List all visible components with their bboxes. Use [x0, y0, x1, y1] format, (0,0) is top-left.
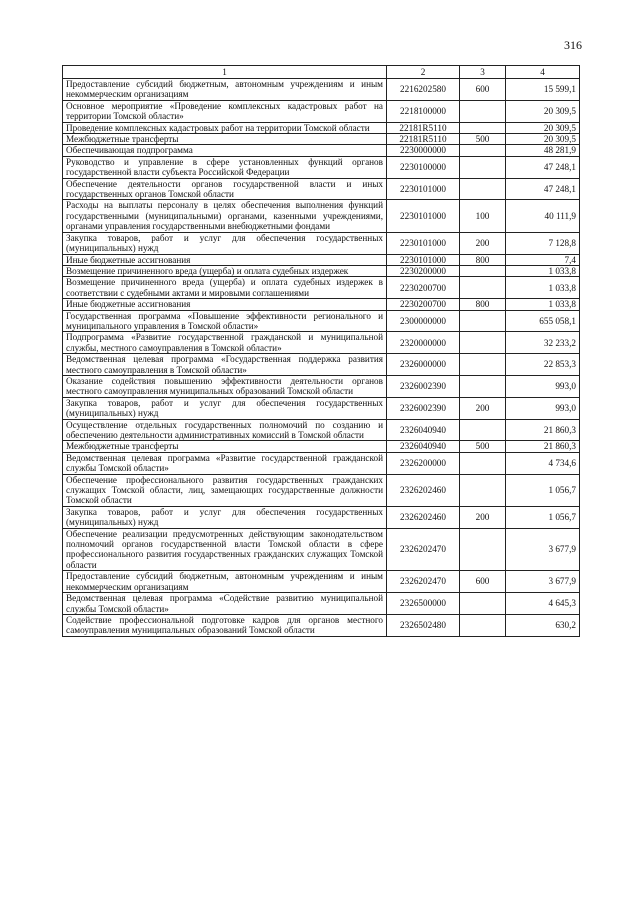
- table-row: [63, 452, 580, 474]
- row-name: Возмещение причиненного вреда (ущерба) и оплата судебных издержек в соответствии с судебными актами и мировыми соглашениями: [63, 277, 387, 299]
- row-amount: 1 056,7: [506, 474, 580, 506]
- row-expense-type: [460, 122, 506, 133]
- row-code: 2320000000: [387, 332, 460, 354]
- table-row: [63, 79, 580, 101]
- row-amount: 7,4: [506, 254, 580, 265]
- table-row: [63, 232, 580, 254]
- row-code: 2218100000: [387, 100, 460, 122]
- row-code: 2326040940: [387, 441, 460, 452]
- row-code: 2326502480: [387, 614, 460, 636]
- row-expense-type: 100: [460, 200, 506, 232]
- row-expense-type: 800: [460, 299, 506, 310]
- row-name: Подпрограмма «Развитие государственной гражданской и муниципальной службы, местного самоуправления в Томской области»: [63, 332, 387, 354]
- row-code: 2216202580: [387, 79, 460, 101]
- row-expense-type: 600: [460, 79, 506, 101]
- table-row: [63, 571, 580, 593]
- row-amount: 47 248,1: [506, 178, 580, 200]
- table-row: [63, 397, 580, 419]
- table-row: [63, 310, 580, 332]
- table-row: [63, 299, 580, 310]
- row-name: Содействие профессиональной подготовке кадров для органов местного самоуправления муниципальных образований Томской области: [63, 614, 387, 636]
- row-expense-type: [460, 178, 506, 200]
- row-name: Межбюджетные трансферты: [63, 134, 387, 145]
- row-amount: 20 309,5: [506, 100, 580, 122]
- header-col-4: 4: [506, 66, 580, 79]
- table-row: [63, 506, 580, 528]
- row-expense-type: [460, 332, 506, 354]
- row-expense-type: [460, 354, 506, 376]
- header-row: [63, 66, 580, 79]
- row-name: Руководство и управление в сфере установленных функций органов государственной власти субъекта Российской Федерации: [63, 156, 387, 178]
- table-row: [63, 332, 580, 354]
- row-amount: 15 599,1: [506, 79, 580, 101]
- row-name: Осуществление отдельных государственных полномочий по созданию и обеспечению деятельности административных комиссий в Томской области: [63, 419, 387, 441]
- row-code: 2230101000: [387, 232, 460, 254]
- table-row: [63, 156, 580, 178]
- row-code: 2326500000: [387, 593, 460, 615]
- row-code: 2230101000: [387, 200, 460, 232]
- row-amount: 21 860,3: [506, 419, 580, 441]
- row-amount: 21 860,3: [506, 441, 580, 452]
- row-name: Основное мероприятие «Проведение комплексных кадастровых работ на территории Томской области»: [63, 100, 387, 122]
- table-row: [63, 122, 580, 133]
- table-row: [63, 354, 580, 376]
- row-code: 22181R5110: [387, 134, 460, 145]
- row-name: Обеспечение реализации предусмотренных действующим законодательством полномочий органов государственной власти Томской области в сфере профессионального развития государственных гражданских служащих Томской области: [63, 528, 387, 571]
- row-code: 22181R5110: [387, 122, 460, 133]
- header-col-1: 1: [63, 66, 387, 79]
- row-name: Закупка товаров, работ и услуг для обеспечения государственных (муниципальных) нужд: [63, 506, 387, 528]
- row-name: Иные бюджетные ассигнования: [63, 254, 387, 265]
- row-name: Обеспечение профессионального развития государственных гражданских служащих Томской области, лиц, замещающих государственные должности Томской области: [63, 474, 387, 506]
- row-expense-type: 200: [460, 397, 506, 419]
- row-amount: 4 645,3: [506, 593, 580, 615]
- row-name: Иные бюджетные ассигнования: [63, 299, 387, 310]
- row-expense-type: 500: [460, 441, 506, 452]
- row-expense-type: [460, 145, 506, 156]
- row-name: Обеспечивающая подпрограмма: [63, 145, 387, 156]
- row-expense-type: [460, 419, 506, 441]
- row-code: 2326002390: [387, 375, 460, 397]
- row-code: 2326202460: [387, 506, 460, 528]
- row-amount: 4 734,6: [506, 452, 580, 474]
- table-row: [63, 375, 580, 397]
- row-code: 2230200700: [387, 277, 460, 299]
- row-amount: 1 033,8: [506, 277, 580, 299]
- row-code: 2326002390: [387, 397, 460, 419]
- row-code: 2326200000: [387, 452, 460, 474]
- table-body: [63, 79, 580, 637]
- row-amount: 1 033,8: [506, 299, 580, 310]
- row-code: 2230100000: [387, 156, 460, 178]
- row-expense-type: [460, 156, 506, 178]
- table-row: [63, 265, 580, 276]
- page-number: 316: [564, 38, 582, 52]
- row-code: 2230101000: [387, 178, 460, 200]
- row-expense-type: 800: [460, 254, 506, 265]
- row-code: 2230200700: [387, 299, 460, 310]
- row-code: 2300000000: [387, 310, 460, 332]
- row-expense-type: [460, 593, 506, 615]
- header-col-2: 2: [387, 66, 460, 79]
- table-row: [63, 254, 580, 265]
- table-row: [63, 528, 580, 571]
- row-name: Закупка товаров, работ и услуг для обеспечения государственных (муниципальных) нужд: [63, 397, 387, 419]
- row-expense-type: [460, 100, 506, 122]
- row-name: Ведомственная целевая программа «Развитие государственной гражданской службы Томской области»: [63, 452, 387, 474]
- row-expense-type: [460, 452, 506, 474]
- row-name: Ведомственная целевая программа «Государственная поддержка развития местного самоуправления в Томской области»: [63, 354, 387, 376]
- row-expense-type: [460, 614, 506, 636]
- row-name: Обеспечение деятельности органов государственной власти и иных государственных органов Томской области: [63, 178, 387, 200]
- row-amount: 3 677,9: [506, 528, 580, 571]
- row-expense-type: 600: [460, 571, 506, 593]
- table-row: [63, 134, 580, 145]
- row-code: 2326202470: [387, 528, 460, 571]
- header-col-3: 3: [460, 66, 506, 79]
- table-row: [63, 200, 580, 232]
- row-amount: 48 281,9: [506, 145, 580, 156]
- row-name: Ведомственная целевая программа «Содействие развитию муниципальной службы Томской области»: [63, 593, 387, 615]
- row-code: 2326000000: [387, 354, 460, 376]
- table-row: [63, 100, 580, 122]
- row-expense-type: [460, 375, 506, 397]
- row-amount: 47 248,1: [506, 156, 580, 178]
- table-row: [63, 277, 580, 299]
- row-expense-type: 200: [460, 506, 506, 528]
- row-name: Оказание содействия повышению эффективности деятельности органов местного самоуправления муниципальных образований Томской области: [63, 375, 387, 397]
- row-name: Предоставление субсидий бюджетным, автономным учреждениям и иным некоммерческим организациям: [63, 571, 387, 593]
- row-amount: 40 111,9: [506, 200, 580, 232]
- row-name: Расходы на выплаты персоналу в целях обеспечения выполнения функций государственными (муниципальными) органами, казенными учреждениями, органами управления государственными внебюджетными фондами: [63, 200, 387, 232]
- row-name: Возмещение причиненного вреда (ущерба) и оплата судебных издержек: [63, 265, 387, 276]
- row-expense-type: [460, 277, 506, 299]
- row-amount: 22 853,3: [506, 354, 580, 376]
- row-amount: 993,0: [506, 375, 580, 397]
- row-name: Закупка товаров, работ и услуг для обеспечения государственных (муниципальных) нужд: [63, 232, 387, 254]
- row-code: 2326202460: [387, 474, 460, 506]
- row-name: Государственная программа «Повышение эффективности регионального и муниципального управления в Томской области»: [63, 310, 387, 332]
- table-row: [63, 614, 580, 636]
- row-expense-type: [460, 528, 506, 571]
- row-name: Проведение комплексных кадастровых работ на территории Томской области: [63, 122, 387, 133]
- row-name: Межбюджетные трансферты: [63, 441, 387, 452]
- row-amount: 20 309,5: [506, 134, 580, 145]
- row-expense-type: 200: [460, 232, 506, 254]
- row-expense-type: 500: [460, 134, 506, 145]
- table-row: [63, 145, 580, 156]
- row-amount: 1 056,7: [506, 506, 580, 528]
- row-amount: 630,2: [506, 614, 580, 636]
- row-amount: 32 233,2: [506, 332, 580, 354]
- table-header: [63, 66, 580, 79]
- row-amount: 3 677,9: [506, 571, 580, 593]
- row-amount: 7 128,8: [506, 232, 580, 254]
- row-amount: 655 058,1: [506, 310, 580, 332]
- table-row: [63, 474, 580, 506]
- row-expense-type: [460, 265, 506, 276]
- row-code: 2326040940: [387, 419, 460, 441]
- row-expense-type: [460, 310, 506, 332]
- table-row: [63, 178, 580, 200]
- table-row: [63, 593, 580, 615]
- row-amount: 1 033,8: [506, 265, 580, 276]
- row-code: 2230200000: [387, 265, 460, 276]
- row-code: 2230000000: [387, 145, 460, 156]
- row-name: Предоставление субсидий бюджетным, автономным учреждениям и иным некоммерческим организациям: [63, 79, 387, 101]
- budget-table: [62, 65, 580, 637]
- row-code: 2230101000: [387, 254, 460, 265]
- row-expense-type: [460, 474, 506, 506]
- row-amount: 20 309,5: [506, 122, 580, 133]
- row-code: 2326202470: [387, 571, 460, 593]
- table-row: [63, 419, 580, 441]
- row-amount: 993,0: [506, 397, 580, 419]
- table-row: [63, 441, 580, 452]
